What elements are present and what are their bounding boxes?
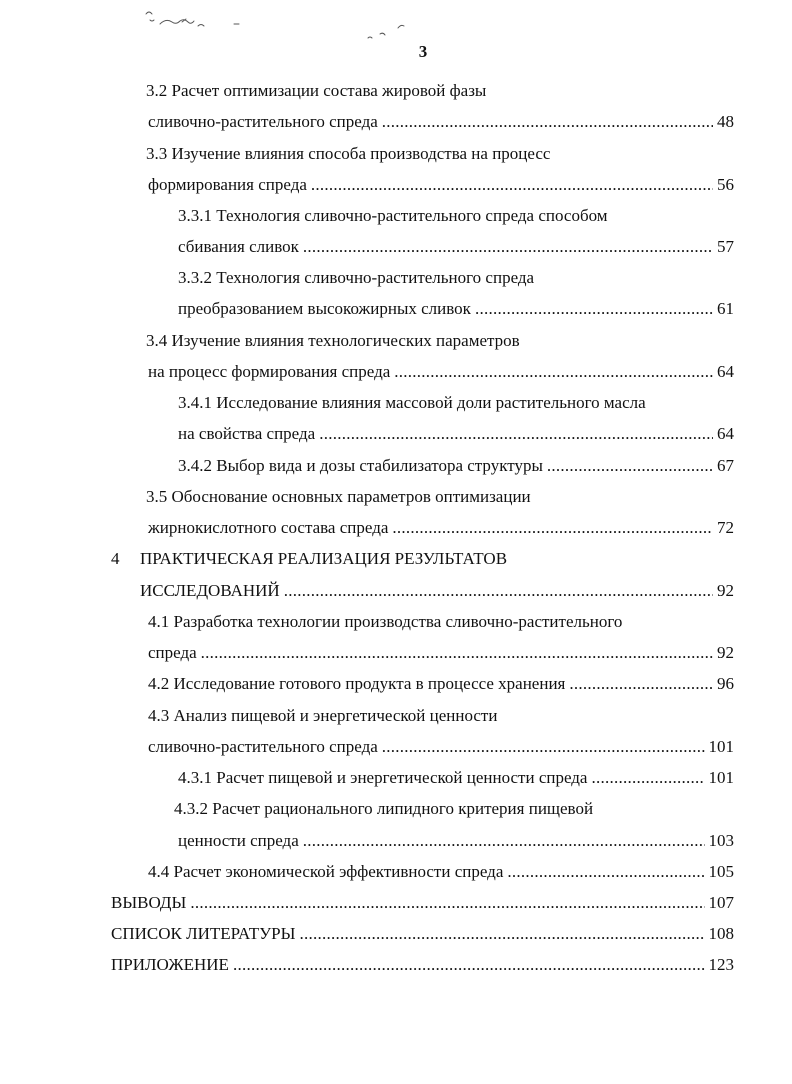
dot-leader [382, 109, 713, 135]
toc-entry-text: СПИСОК ЛИТЕРАТУРЫ [111, 924, 296, 943]
dot-leader [507, 859, 704, 885]
chapter-number: 4 [111, 549, 120, 568]
toc-page-number: 64 [717, 424, 734, 443]
dot-leader [394, 359, 713, 385]
toc-entry-4-1 [148, 640, 734, 666]
toc-entry-text: ИССЛЕДОВАНИЙ [140, 581, 280, 600]
toc-page-number: 48 [717, 112, 734, 131]
toc-entry-appendix [111, 952, 734, 978]
toc-entry-4-3-title: 4.3 Анализ пищевой и энергетической ценности [148, 706, 498, 725]
toc-page-number: 64 [717, 362, 734, 381]
toc-page-number: 108 [708, 924, 734, 943]
toc-entry-text: сбивания сливок [178, 237, 299, 256]
toc-entry-3-4-2 [178, 453, 734, 479]
toc-entry-text: сливочно-растительного спреда [148, 737, 378, 756]
toc-entry-text: на свойства спреда [178, 424, 316, 443]
toc-entry-3-4 [148, 359, 734, 385]
dot-leader [382, 734, 705, 760]
handwritten-scribble [0, 0, 792, 60]
toc-entry-references [111, 921, 734, 947]
dot-leader [311, 172, 713, 198]
toc-page-number: 67 [717, 456, 734, 475]
toc-entry-text: 3.4.2 Выбор вида и дозы стабилизатора структуры [178, 456, 543, 475]
toc-entry-3-3-2 [178, 296, 734, 322]
toc-page-number: 103 [708, 831, 734, 850]
toc-entry-4-3-2-title: 4.3.2 Расчет рационального липидного критерия пищевой [174, 799, 594, 818]
toc-entry-text: сливочно-растительного спреда [148, 112, 378, 131]
toc-entry-3-3-1-title: 3.3.1 Технология сливочно-растительного спреда способом [178, 206, 608, 225]
toc-entry-3-3-title: 3.3 Изучение влияния способа производства на процесс [146, 144, 551, 163]
toc-entry-3-2-title: 3.2 Расчет оптимизации состава жировой фазы [146, 81, 487, 100]
dot-leader [547, 453, 713, 479]
toc-entry-conclusions [111, 890, 734, 916]
toc-entry-4-4 [148, 859, 734, 885]
toc-page-number: 96 [717, 674, 734, 693]
toc-page-number: 72 [717, 518, 734, 537]
toc-page-number: 107 [708, 893, 734, 912]
toc-entry-3-3-2-title: 3.3.2 Технология сливочно-растительного спреда [178, 268, 535, 287]
dot-leader [392, 515, 713, 541]
toc-entry-text: преобразованием высокожирных сливок [178, 299, 471, 318]
toc-chapter-4-title: ПРАКТИЧЕСКАЯ РЕАЛИЗАЦИЯ РЕЗУЛЬТАТОВ [140, 549, 508, 568]
toc-entry-text: формирования спреда [148, 175, 307, 194]
dot-leader [233, 952, 705, 978]
dot-leader [591, 765, 704, 791]
toc-entry-3-4-1 [178, 421, 734, 447]
toc-entry-4-1-title: 4.1 Разработка технологии производства сливочно-растительного [148, 612, 623, 631]
toc-entry-text: 4.3.1 Расчет пищевой и энергетической ценности спреда [178, 768, 588, 787]
toc-page-number: 105 [708, 862, 734, 881]
toc-page-number: 57 [717, 237, 734, 256]
toc-entry-text: ВЫВОДЫ [111, 893, 187, 912]
toc-page-number: 61 [717, 299, 734, 318]
toc-entry-3-3 [148, 172, 734, 198]
dot-leader [569, 671, 713, 697]
toc-entry-4-2 [148, 671, 734, 697]
dot-leader [319, 421, 713, 447]
toc-entry-3-5-title: 3.5 Обоснование основных параметров оптимизации [146, 487, 531, 506]
toc-entry-text: 4.4 Расчет экономической эффективности спреда [148, 862, 504, 881]
dot-leader [303, 234, 713, 260]
toc-page-number: 101 [708, 737, 734, 756]
toc-page-number: 92 [717, 581, 734, 600]
toc-entry-3-2 [148, 109, 734, 135]
toc-entry-4-3 [148, 734, 734, 760]
toc-entry-3-4-1-title: 3.4.1 Исследование влияния массовой доли растительного масла [178, 393, 646, 412]
toc-page-number: 92 [717, 643, 734, 662]
toc-entry-4-3-2 [178, 828, 734, 854]
toc-entry-text: спреда [148, 643, 197, 662]
dot-leader [303, 828, 705, 854]
toc-page-number: 56 [717, 175, 734, 194]
dot-leader [299, 921, 704, 947]
toc-entry-3-4-title: 3.4 Изучение влияния технологических параметров [146, 331, 520, 350]
toc-page-number: 123 [708, 955, 734, 974]
dot-leader [475, 296, 713, 322]
toc-entry-text: жирнокислотного состава спреда [148, 518, 389, 537]
toc-entry-text: ПРИЛОЖЕНИЕ [111, 955, 229, 974]
toc-entry-3-3-1 [178, 234, 734, 260]
page-number: 3 [418, 42, 428, 61]
dot-leader [190, 890, 704, 916]
toc-entry-text: на процесс формирования спреда [148, 362, 391, 381]
toc-entry-4-3-1 [178, 765, 734, 791]
dot-leader [201, 640, 713, 666]
toc-page-number: 101 [708, 768, 734, 787]
toc-entry-3-5 [148, 515, 734, 541]
toc-chapter-4 [140, 578, 734, 604]
dot-leader [284, 578, 713, 604]
toc-entry-text: 4.2 Исследование готового продукта в процессе хранения [148, 674, 566, 693]
toc-entry-text: ценности спреда [178, 831, 299, 850]
